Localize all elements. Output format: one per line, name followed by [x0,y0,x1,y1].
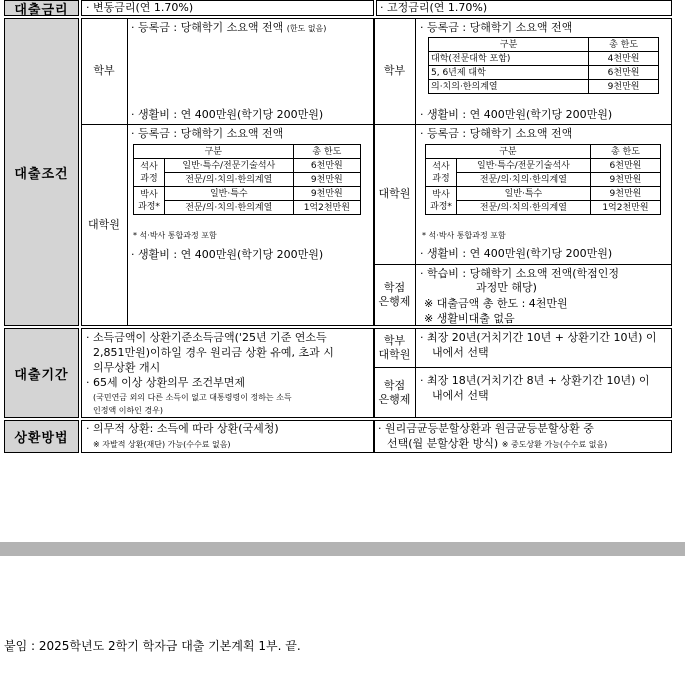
table-header: 총 한도 [293,145,360,159]
right-credit-line3: ※ 대출금액 총 한도 : 4천만원 [424,297,568,310]
table-cell: 4천만원 [589,52,659,66]
period-left-note2: 인정액 이하인 경우) [93,406,164,415]
table-cell: 대학(전문대학 포함) [429,52,589,66]
table-cell: 1억2천만원 [590,201,660,215]
table-header: 구분 [426,145,591,159]
right-grad-tuition: · 등록금 : 당해학기 소요액 전액 [420,127,573,140]
period-right-credit-line1: · 최장 18년(거치기간 8년 + 상환기간 10년) 이 [420,374,650,387]
right-grad-footnote: * 석·박사 통합과정 포함 [422,231,506,240]
table-cell: 9천만원 [293,187,360,201]
rate-variable: · 변동금리(연 1.70%) [86,1,194,14]
table-header: 총 한도 [590,145,660,159]
masters-label: 석사 과정 [134,159,165,187]
right-grad-limit-table [425,144,661,215]
table-cell: 1억2천만원 [293,201,360,215]
attachment-text: 붙임 : 2025학년도 2학기 학자금 대출 기본계획 1부. 끝. [4,639,301,653]
doctoral-label: 박사 과정* [426,187,457,215]
table-cell: 9천만원 [590,187,660,201]
conditions-label: 대출조건 [4,18,79,326]
table-cell: 전문/의·치의·한의계열 [165,173,294,187]
table-cell: 9천만원 [590,173,660,187]
table-cell: 6천만원 [590,159,660,173]
left-grad-limit-table [133,144,361,215]
right-credit-line2: 과정만 해당) [476,281,537,294]
table-cell: 6천만원 [589,66,659,80]
repay-left-line1: · 의무적 상환: 소득에 따라 상환(국세청) [86,422,279,435]
masters-label: 석사 과정 [426,159,457,187]
doctoral-label: 박사 과정* [134,187,165,215]
table-cell: 9천만원 [293,173,360,187]
table-cell: 일반·특수 [457,187,591,201]
period-left-line2: 2,851만원)이하일 경우 원리금 상환 유예, 초과 시 [93,346,334,359]
table-cell: 전문/의·치의·한의계열 [457,201,591,215]
right-credit-label: 학점 은행제 [378,281,411,308]
right-grad-living: · 생활비 : 연 400만원(학기당 200만원) [420,247,613,260]
right-undergrad-living: · 생활비 : 연 400만원(학기당 200만원) [420,108,613,121]
right-undergrad-tuition: · 등록금 : 당해학기 소요액 전액 [420,21,573,34]
table-cell: 전문/의·치의·한의계열 [165,201,294,215]
repay-label: 상환방법 [4,420,79,453]
left-grad-footnote: * 석·박사 통합과정 포함 [133,231,217,240]
left-undergrad-label: 학부 [93,64,115,77]
period-right-credit-line2: 내에서 선택 [432,389,489,402]
period-left-line1: · 소득금액이 상환기준소득금액('25년 기준 연소득 [86,331,327,344]
left-grad-living: · 생활비 : 연 400만원(학기당 200만원) [131,248,324,261]
repay-left-line2: ※ 자발적 상환(재단) 가능(수수료 없음) [93,440,231,449]
right-grad-label: 대학원 [378,187,411,200]
table-header: 총 한도 [589,38,659,52]
period-right-credit-label: 학점 은행제 [378,378,411,406]
left-grad-tuition: · 등록금 : 당해학기 소요액 전액 [131,127,284,140]
rate-label: 대출금리 [4,0,79,16]
repay-right-line1: · 원리금균등분할상환과 원금균등분할상환 중 [378,422,594,435]
period-label: 대출기간 [4,328,79,418]
period-left-note1: (국민연금 외의 다른 소득이 없고 대통령령이 정하는 소득 [93,393,292,402]
table-cell: 의·치의·한의계열 [429,80,589,94]
table-header: 구분 [429,38,589,52]
section-divider [0,542,685,556]
right-credit-line4: ※ 생활비대출 없음 [424,312,515,325]
rate-fixed: · 고정금리(연 1.70%) [380,1,488,14]
table-cell: 5, 6년제 대학 [429,66,589,80]
left-grad-label: 대학원 [88,218,120,231]
period-left-line3: 의무상환 개시 [93,361,161,374]
table-cell: 일반·특수/전문기술석사 [457,159,591,173]
table-cell: 전문/의·치의·한의계열 [457,173,591,187]
table-cell: 일반·특수 [165,187,294,201]
period-right-undergrad-line2: 내에서 선택 [432,346,489,359]
period-right-undergrad-label: 학부 대학원 [378,333,411,361]
table-cell: 일반·특수/전문기술석사 [165,159,294,173]
left-undergrad-tuition: · 등록금 : 당해학기 소요액 전액 (한도 없음) [131,21,327,34]
left-undergrad-living: · 생활비 : 연 400만원(학기당 200만원) [131,108,324,121]
table-cell: 6천만원 [293,159,360,173]
table-cell: 9천만원 [589,80,659,94]
table-header: 구분 [134,145,294,159]
right-credit-line1: · 학습비 : 당해학기 소요액 전액(학점인정 [420,267,619,280]
repay-right-line2: 선택(월 분할상환 방식) ※ 중도상환 가능(수수료 없음) [387,437,608,450]
period-right-undergrad-line1: · 최장 20년(거치기간 10년 + 상환기간 10년) 이 [420,331,657,344]
right-undergrad-label: 학부 [383,64,406,77]
right-undergrad-limit-table [428,37,659,94]
period-left-line4: · 65세 이상 상환의무 조건부면제 [86,376,245,389]
